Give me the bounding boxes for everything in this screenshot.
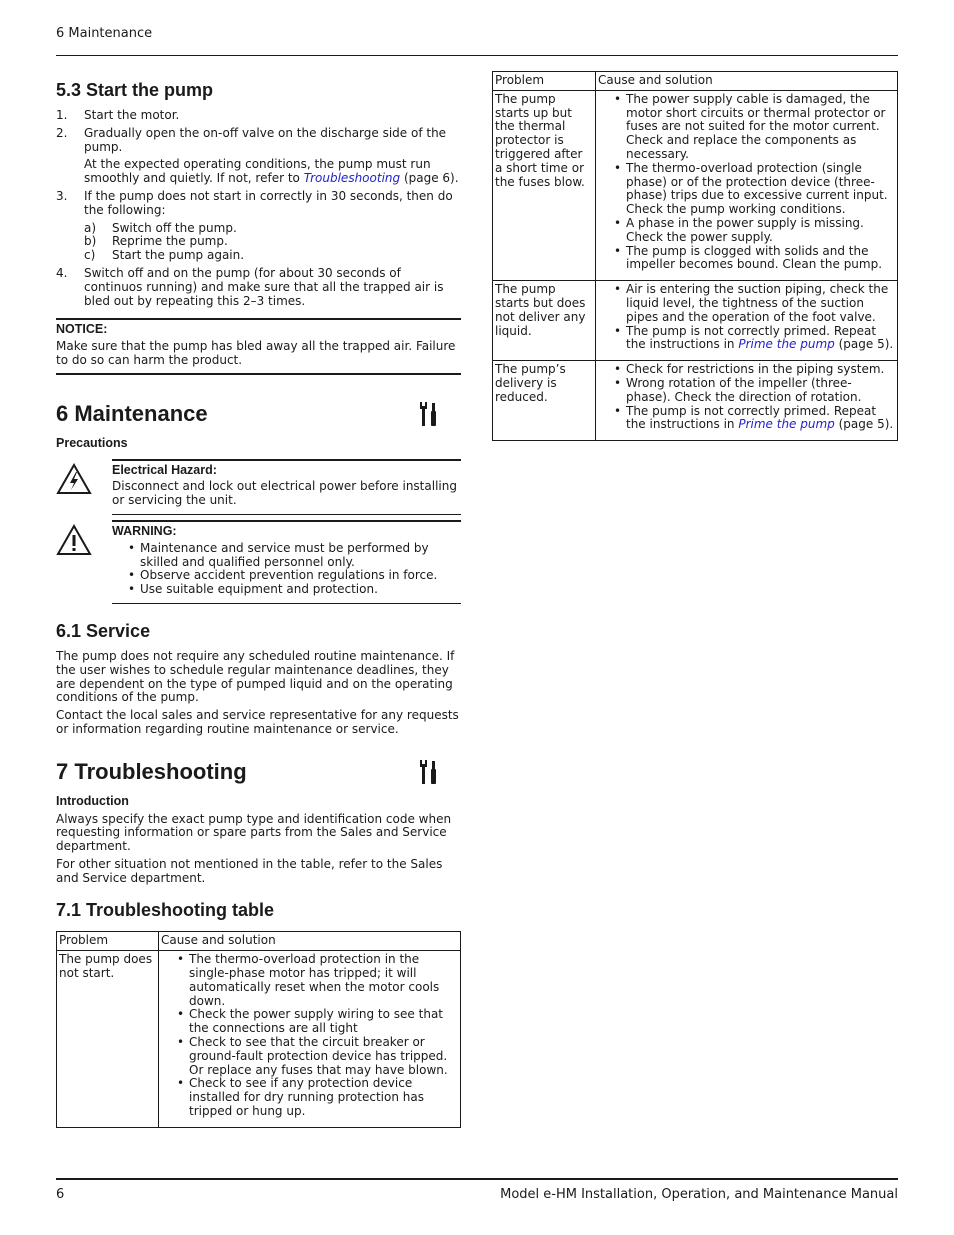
list-item: • Check to see that the circuit breaker or ground-fault protection device has tripped. Or replace any fuses that may have blown. bbox=[161, 1036, 458, 1077]
electrical-hazard-box bbox=[56, 459, 461, 515]
troubleshooting-link[interactable]: Troubleshooting bbox=[303, 171, 401, 186]
problem-cell: The pump’s delivery is reduced. bbox=[493, 361, 596, 441]
section-title-start-pump: 5.3 Start the pump bbox=[56, 80, 214, 100]
step-note: At the expected operating conditions, the pump must run smoothly and quietly. If not, refer to Troubleshooting (page 6). bbox=[84, 157, 459, 186]
list-item: • The power supply cable is damaged, the motor short circuits or thermal protector or fuses are not suited for the motor current. Check and replace the components as necessary. bbox=[598, 93, 895, 162]
column-header-problem: Problem bbox=[493, 72, 596, 91]
prime-the-pump-link[interactable]: Prime the pump bbox=[738, 337, 835, 352]
electrical-hazard-icon bbox=[56, 463, 92, 495]
list-item: a) Switch off the pump. bbox=[84, 220, 237, 235]
problem-cell: The pump starts up but the thermal protector is triggered after a short time or the fuses blow. bbox=[493, 90, 596, 280]
running-header: 6 Maintenance bbox=[56, 26, 153, 41]
header-rule bbox=[56, 55, 898, 56]
list-item: 1. Start the motor. bbox=[56, 108, 180, 122]
list-item: 4. Switch off and on the pump (for about 30 seconds of continuos running) and make sure that all the trapped air is bled out by repeating this 2–3 times. bbox=[56, 265, 444, 308]
list-item: • The pump is not correctly primed. Repeat the instructions in Prime the pump (page 5). bbox=[598, 405, 895, 433]
start-steps-list bbox=[56, 109, 461, 308]
left-column bbox=[56, 79, 461, 1128]
tools-icon bbox=[419, 401, 441, 427]
section-title-service: 6.1 Service bbox=[56, 620, 151, 641]
list-item: • Check the power supply wiring to see that the connections are all tight bbox=[161, 1008, 458, 1036]
troubleshooting-table-right bbox=[492, 71, 898, 441]
table-header-row bbox=[57, 932, 461, 951]
table-row bbox=[493, 281, 898, 361]
table-header-row bbox=[493, 72, 898, 91]
notice-title: NOTICE: bbox=[56, 322, 108, 337]
right-column bbox=[492, 71, 898, 441]
electrical-hazard-text: Disconnect and lock out electrical power before installing or servicing the unit. bbox=[112, 479, 457, 508]
column-header-cause: Cause and solution bbox=[596, 72, 898, 91]
list-item: • Air is entering the suction piping, check the liquid level, the tightness of the suction pipes and the operation of the foot valve. bbox=[598, 283, 895, 324]
list-item: 3. If the pump does not start in correctly in 30 seconds, then do the following: a) Switch off the pump. b) Reprime the pump. c) Start the pump again. bbox=[56, 190, 461, 263]
list-item: • The pump is clogged with solids and the impeller becomes bound. Clean the pump. bbox=[598, 245, 895, 273]
section-title-troubleshooting-table: 7.1 Troubleshooting table bbox=[56, 900, 275, 921]
chapter-title-maintenance: 6 Maintenance bbox=[56, 400, 208, 426]
list-item: • The thermo-overload protection (single phase) or of the protection device (three-phase) trips due to excessive current input. Check the pump working conditions. bbox=[598, 162, 895, 217]
list-item: • A phase in the power supply is missing. Check the power supply. bbox=[598, 217, 895, 245]
list-item: 2. Gradually open the on-off valve on the discharge side of the pump. At the expected operating conditions, the pump must run smoothly and quietly. If not, refer to Troubleshooting (page 6). bbox=[56, 127, 461, 186]
precautions-title: Precautions bbox=[56, 435, 128, 450]
list-item: • Maintenance and service must be performed by skilled and qualified personnel only. bbox=[112, 542, 461, 570]
problem-cell: The pump does not start. bbox=[57, 951, 159, 1128]
maintenance-heading bbox=[56, 401, 461, 427]
service-paragraph-2: Contact the local sales and service representative for any requests or information regarding routine maintenance or service. bbox=[56, 708, 459, 736]
introduction-title: Introduction bbox=[56, 793, 129, 808]
column-header-problem: Problem bbox=[57, 932, 159, 951]
list-item: • The thermo-overload protection in the single-phase motor has tripped; it will automatically reset when the motor cools down. bbox=[161, 953, 458, 1008]
cause-cell bbox=[159, 951, 461, 1128]
list-item: • Check to see if any protection device installed for dry running protection has tripped or hung up. bbox=[161, 1077, 458, 1118]
service-paragraph-1: The pump does not require any scheduled routine maintenance. If the user wishes to schedule regular maintenance deadlines, they are dependent on the type of pumped liquid and on the operating conditions of the pump. bbox=[56, 648, 455, 705]
manual-title: Model e-HM Installation, Operation, and Maintenance Manual bbox=[500, 1187, 898, 1202]
electrical-hazard-title: Electrical Hazard: bbox=[112, 462, 217, 477]
intro-paragraph-2: For other situation not mentioned in the table, refer to the Sales and Service department. bbox=[56, 856, 443, 885]
tools-icon bbox=[419, 759, 441, 785]
prime-the-pump-link[interactable]: Prime the pump bbox=[738, 417, 835, 432]
list-item: • Wrong rotation of the impeller (three-phase). Check the direction of rotation. bbox=[598, 377, 895, 405]
intro-paragraph-1: Always specify the exact pump type and identification code when requesting information or spare parts from the Sales and Service department. bbox=[56, 811, 452, 854]
list-item: b) Reprime the pump. bbox=[84, 234, 228, 249]
footer-rule bbox=[56, 1178, 898, 1180]
troubleshooting-heading bbox=[56, 759, 461, 785]
cause-cell bbox=[596, 281, 898, 361]
cause-cell bbox=[596, 361, 898, 441]
warning-box bbox=[56, 520, 461, 604]
substeps-list bbox=[84, 222, 461, 263]
troubleshooting-table-left bbox=[56, 931, 461, 1127]
list-item: • Observe accident prevention regulations in force. bbox=[112, 569, 461, 583]
chapter-title-troubleshooting: 7 Troubleshooting bbox=[56, 758, 247, 784]
list-item: c) Start the pump again. bbox=[84, 248, 245, 263]
problem-cell: The pump starts but does not deliver any liquid. bbox=[493, 281, 596, 361]
warning-title: WARNING: bbox=[112, 523, 177, 538]
cause-cell bbox=[596, 90, 898, 280]
table-row bbox=[493, 90, 898, 280]
warning-list bbox=[112, 542, 461, 597]
list-item: • Check for restrictions in the piping system. bbox=[598, 363, 895, 377]
page-number: 6 bbox=[56, 1187, 65, 1202]
column-header-cause: Cause and solution bbox=[159, 932, 461, 951]
list-item: • The pump is not correctly primed. Repeat the instructions in Prime the pump (page 5). bbox=[598, 325, 895, 353]
table-row bbox=[57, 951, 461, 1128]
table-row bbox=[493, 361, 898, 441]
warning-icon bbox=[56, 524, 92, 556]
notice-text: Make sure that the pump has bled away all the trapped air. Failure to do so can harm the product. bbox=[56, 339, 456, 367]
list-item: • Use suitable equipment and protection. bbox=[112, 583, 461, 597]
notice-box bbox=[56, 318, 461, 374]
